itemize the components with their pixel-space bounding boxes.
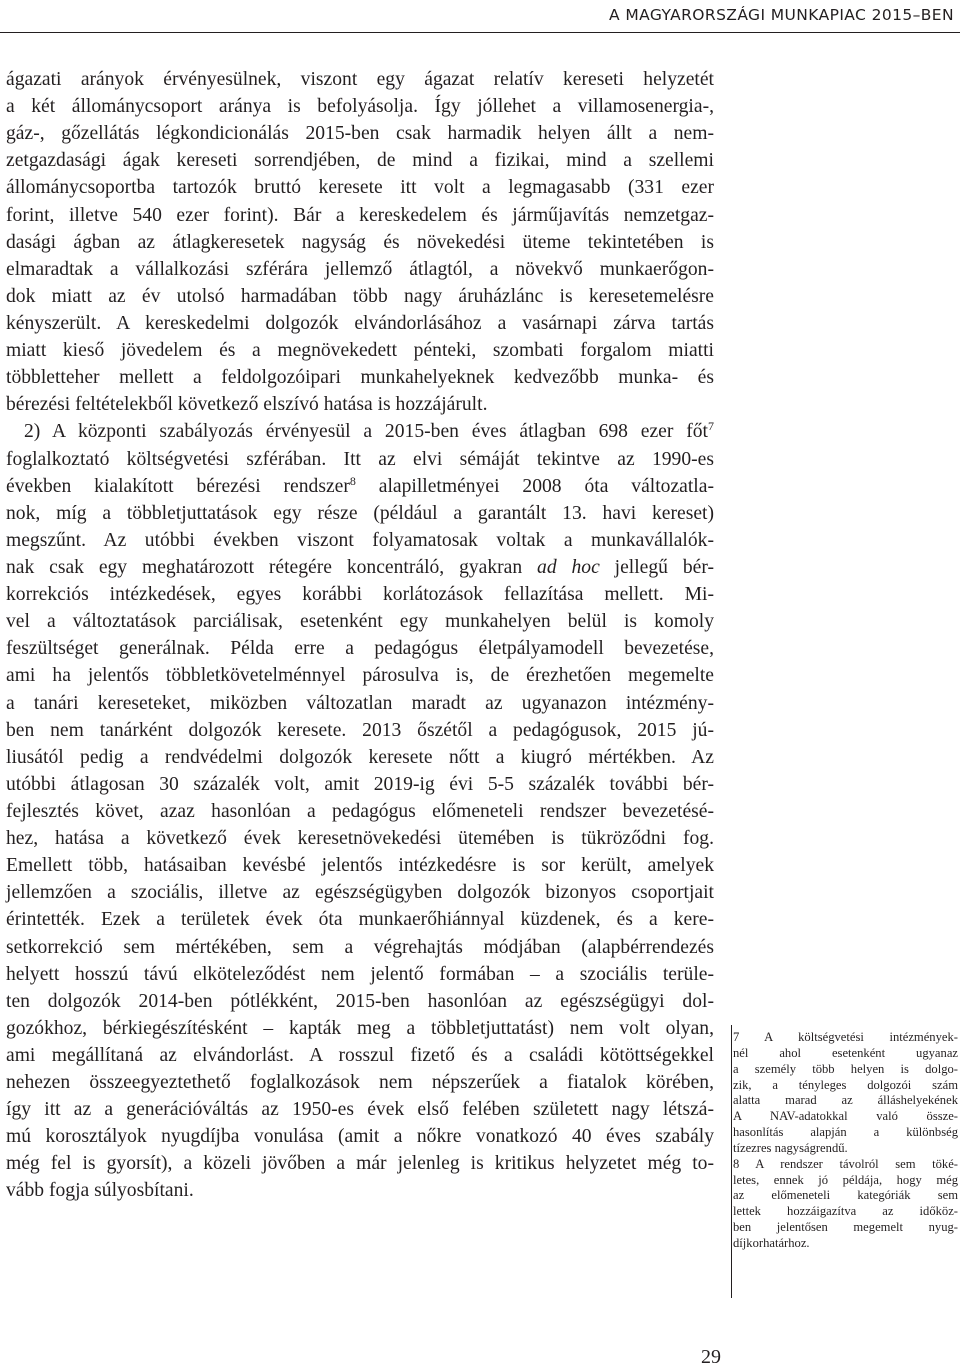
footnote-line: alatta marad az álláshelyekének (733, 1093, 958, 1108)
text-line: még fel is gyorsít), a közeli jövőben a már jelenleg is kritikus helyzetet még to- (6, 1153, 714, 1175)
footnote-line: 7 A költségvetési intézmények- (733, 1030, 958, 1044)
text-line: nehezen összeegyeztethető foglalkozások nem népszerűek a fiatalok körében, (6, 1072, 714, 1094)
text-line: vel a változtatások parciálisak, esetenként egy munkahelyen belül is komoly (6, 611, 714, 633)
footnote-rule (731, 1025, 732, 1298)
text-line: állománycsoportba tartozók bruttó keresete itt volt a legmagasabb (331 ezer (6, 177, 714, 199)
footnote-line: az előmeneteli kategóriák sem (733, 1188, 958, 1203)
text-fragment: alapilletményei 2008 óta változatla- (355, 475, 714, 497)
text-line: liusától pedig a rendvédelmi dolgozók keresete nőtt a kiugró mértékben. Az (6, 746, 714, 768)
text-line: kényszerült. A kereskedelmi dolgozók elvándorlásához a vasárnapi zárva tartás (6, 312, 714, 334)
header-rule (0, 32, 960, 33)
text-line: elmaradtak a vállalkozási szférára jellemző átlagtól, a növekvő munkaerőgon- (6, 258, 714, 280)
text-line: nok, míg a többletjuttatások egy része (például a garantált 13. havi kereset) (6, 502, 714, 524)
text-line: feszültséget generálnak. Példa erre a pedagógus életpályamodell bevezetése, (6, 638, 714, 660)
text-line: ami megállítaná az elvándorlást. A rosszul fizető és a családi kötöttségekkel (6, 1044, 714, 1066)
text-line: vább fogja súlyosbítani. (6, 1180, 194, 1202)
text-fragment: 2) A központi szabályozás érvényesül a 2015-ben éves átlagban 698 ezer főt (24, 421, 708, 443)
text-line: ágazati arányok érvényesülnek, viszont egy ágazat relatív kereseti helyzetét (6, 69, 714, 90)
text-fragment: jellegű bér- (599, 556, 714, 578)
footnote-line: díjkorhatárhoz. (733, 1235, 810, 1250)
footnote-line: A NAV-adatokkal való össze- (733, 1109, 958, 1124)
footnote-line: a személy több helyen is dolgo- (733, 1061, 958, 1076)
text-line: érintették. Ezek a területek évek óta munkaerőhiánnyal küzdenek, és a kere- (6, 909, 714, 931)
text-line: utóbbi átlagosan 30 százalék volt, amit 2019-ig évi 5-5 százalék további bér- (6, 773, 714, 795)
text-line: miatt kieső jövedelem és a megnövekedett pénteki, szombati forgalom miatti (6, 340, 714, 362)
text-line: a tanári kereseteket, miközben változatlan maradt az ugyanazon intézmény- (6, 692, 714, 714)
text-line-with-footnote-ref (6, 418, 714, 445)
text-line: dok miatt az év utolsó harmadában több nagy áruházlánc is keresetemelésre (6, 285, 714, 307)
text-line: mú korosztályok nyugdíjba vonulása (amit a nőkre vonatkozó 40 éves szabály (6, 1126, 714, 1148)
footnote-ref-7: 7 (708, 419, 714, 434)
text-line: megszűnt. Az utóbbi években viszont folyamatosak voltak a munkavállalók- (6, 529, 714, 551)
text-line: fejlesztés követ, azaz hasonlóan a pedagógus előmeneteli rendszer bevezetésé- (6, 800, 714, 822)
footnote-line: 8 A rendszer távolról sem töké- (733, 1156, 958, 1171)
footnote-line: ben jelentősen megemelt nyug- (733, 1220, 958, 1235)
footnotes (733, 1030, 958, 1252)
text-line: setkorrekció sem mértékében, sem a végrehajtás módjában (alapbérrendezés (6, 936, 714, 958)
text-line: többletteher mellett a feldolgozóipari munkahelyeknek kedvezőbb munka- és (6, 367, 714, 389)
text-line: korrekciós intézkedések, egyes korábbi korlátozások fellazítása mellett. Mi- (6, 584, 714, 606)
text-fragment: nak csak egy meghatározott rétegére koncentráló, gyakran (6, 556, 523, 578)
text-line: helyett hosszú távú elköteleződést nem jelentő formában – a szociális terüle- (6, 963, 714, 985)
main-text (6, 66, 714, 1205)
footnote-line: hasonlítás alapján a különbség (733, 1125, 958, 1140)
footnote-line: letes, ennek jó példája, hogy még (733, 1172, 958, 1187)
footnote-line: lettek hozzáigazítva az időköz- (733, 1204, 958, 1219)
footnote-ref-8: 8 (349, 473, 356, 488)
text-line: forint, illetve 540 ezer forint). Bár a kereskedelem és járműjavítás nemzetgaz- (6, 204, 714, 226)
text-line: gáz-, gőzellátás légkondicionálás 2015-ben csak harmadik helyen állt a nem- (6, 123, 714, 145)
text-line: dasági ágban az átlagkeresetek nagyság és növekedési üteme tekintetében is (6, 231, 714, 253)
text-line: a két állománycsoport aránya is befolyásolja. Így jóllehet a villamosenergia-, (6, 96, 714, 118)
text-line: ami ha jelentős többletkövetelménnyel párosulva is, de érezhetően megemelte (6, 665, 714, 687)
text-fragment: években kialakított bérezési rendszer (6, 475, 350, 497)
page-number: 29 (701, 1346, 721, 1368)
footnote-line: zik, a tényleges dolgozói szám (733, 1077, 958, 1092)
text-line: zetgazdasági ágak kereseti sorrendjében, de mind a fizikai, mind a szellemi (6, 150, 714, 172)
text-line: ten dolgozók 2014-ben pótlékként, 2015-ben hasonlóan az egészségügyi dol- (6, 990, 714, 1012)
header-title: A MAGYARORSZÁGI MUNKAPIAC 2015–BEN (608, 6, 954, 24)
footnote-line: nél ahol esetenként ugyanaz (733, 1045, 958, 1060)
text-line: bérezési feltételekből következő elszívó hatása is hozzájárult. (6, 394, 488, 416)
text-line: gozókhoz, bérkiegészítésként – kapták meg a többletjuttatást) nem volt olyan, (6, 1017, 714, 1039)
text-line: jellemzően a szociális, illetve az egészségügyben dolgozók bizonyos csoportjait (6, 882, 714, 904)
footnote-line: tízezres nagyságrendű. (733, 1140, 848, 1155)
text-line-with-footnote-ref (6, 473, 714, 500)
text-line: így itt az a generációváltás az 1950-es évek első felében született nagy létszá- (6, 1099, 714, 1121)
text-line-with-italic (6, 554, 714, 581)
text-line: Emellett több, hatásaiban kevésbé jelentős intézkedésre is sor került, amelyek (6, 855, 714, 877)
text-line: foglalkoztató költségvetési szférában. Itt az elvi sémáját tekintve az 1990-es (6, 448, 714, 470)
text-line: ben nem tanárként dolgozók keresete. 2013 őszétől a pedagógusok, 2015 jú- (6, 719, 714, 741)
text-line: hez, hatása a következő évek keresetnövekedési ütemében is tükröződni fog. (6, 828, 714, 850)
italic-term: ad hoc (537, 556, 600, 578)
